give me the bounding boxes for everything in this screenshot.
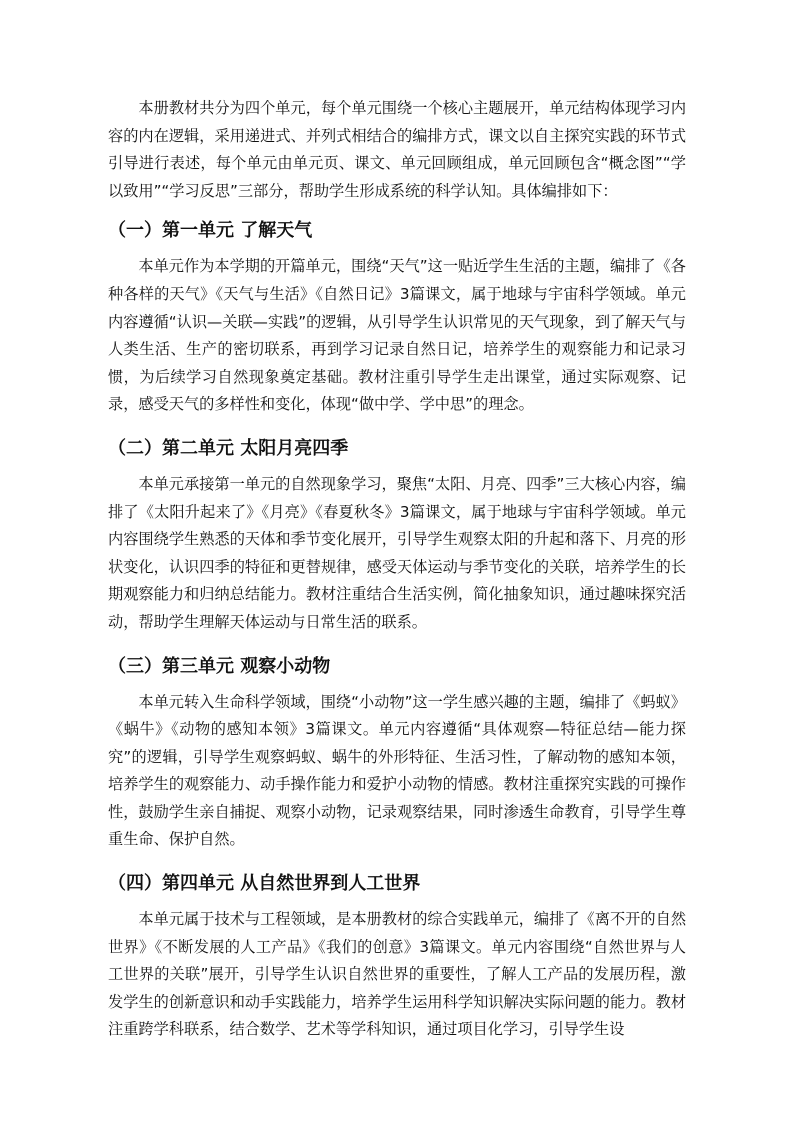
section-heading-unit-4: （四）第四单元 从自然世界到人工世界 xyxy=(108,873,421,895)
section-heading-unit-3: （三）第三单元 观察小动物 xyxy=(108,655,331,677)
section-body-unit-3: 本单元转入生命科学领域，围绕“小动物”这一学生感兴趣的主题，编排了《蚂蚁》《蜗牛》《动物的感知本领》3篇课文。单元内容遵循“具体观察—特征总结—能力探究”的逻辑，引导学生观察蚂蚁、蜗牛的外形特征、生活习性，了解动物的感知本领，培养学生的观察能力、动手操作能力和爱护小动物的情感。教材注重探究实践的可操作性，鼓励学生亲自捕捉、观察小动物，记录观察结果，同时渗透生命教育，引导学生尊重生命、保护自然。 xyxy=(108,692,686,849)
section-body-unit-1: 本单元作为本学期的开篇单元，围绕“天气”这一贴近学生生活的主题，编排了《各种各样的天气》《天气与生活》《自然日记》3篇课文，属于地球与宇宙科学领域。单元内容遵循“认识—关联—实践”的逻辑，从引导学生认识常见的天气现象，到了解天气与人类生活、生产的密切联系，再到学习记录自然日记，培养学生的观察能力和记录习惯，为后续学习自然现象奠定基础。教材注重引导学生走出课堂，通过实际观察、记录，感受天气的多样性和变化，体现“做中学、学中思”的理念。 xyxy=(108,257,686,414)
section-body-unit-2: 本单元承接第一单元的自然现象学习，聚焦“太阳、月亮、四季”三大核心内容，编排了《太阳升起来了》《月亮》《春夏秋冬》3篇课文，属于地球与宇宙科学领域。单元内容围绕学生熟悉的天体和季节变化展开，引导学生观察太阳的升起和落下、月亮的形状变化，认识四季的特征和更替规律，感受天体运动与季节变化的关联，培养学生的长期观察能力和归纳总结能力。教材注重结合生活实例，简化抽象知识，通过趣味探究活动，帮助学生理解天体运动与日常生活的联系。 xyxy=(108,474,686,631)
section-heading-unit-2: （二）第二单元 太阳月亮四季 xyxy=(108,437,349,459)
intro-paragraph: 本册教材共分为四个单元，每个单元围绕一个核心主题展开，单元结构体现学习内容的内在逻辑，采用递进式、并列式相结合的编排方式，课文以自主探究实践的环节式引导进行表述，每个单元由单元页、课文、单元回顾组成，单元回顾包含“概念图”“学以致用”“学习反思”三部分，帮助学生形成系统的科学认知。具体编排如下： xyxy=(108,99,686,200)
section-body-unit-4: 本单元属于技术与工程领域，是本册教材的综合实践单元，编排了《离不开的自然世界》《不断发展的人工产品》《我们的创意》3篇课文。单元内容围绕“自然世界与人工世界的关联”展开，引导学生认识自然世界的重要性，了解人工产品的发展历程，激发学生的创新意识和动手实践能力，培养学生运用科学知识解决实际问题的能力。教材注重跨学科联系，结合数学、艺术等学科知识，通过项目化学习，引导学生设 xyxy=(108,910,686,1039)
section-heading-unit-1: （一）第一单元 了解天气 xyxy=(108,220,313,242)
